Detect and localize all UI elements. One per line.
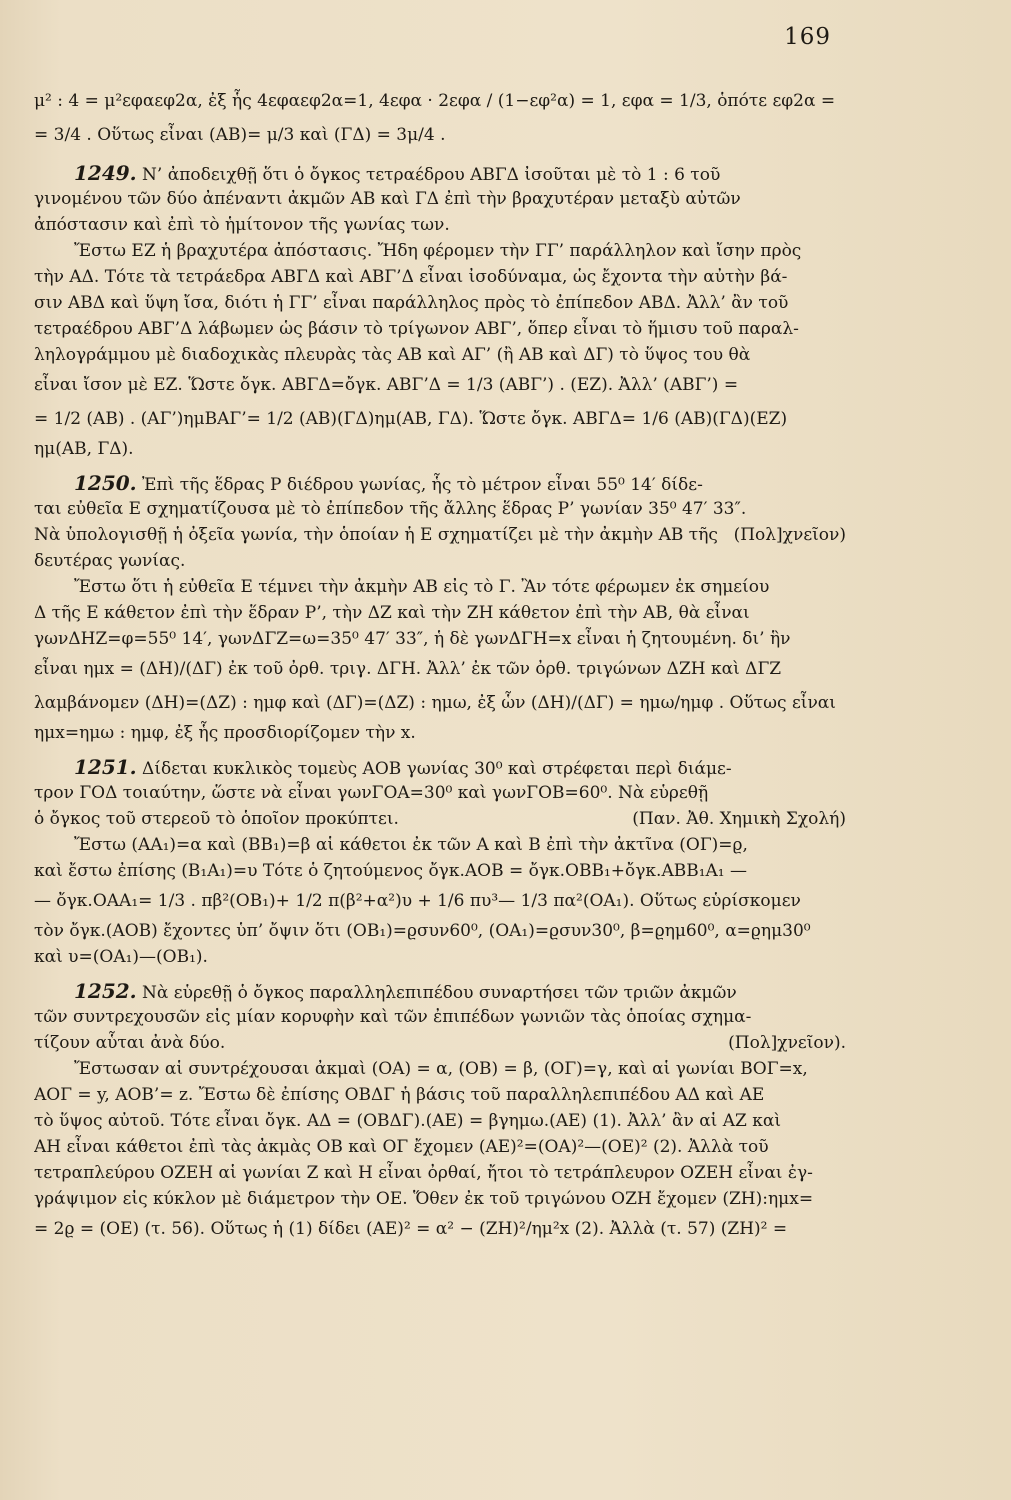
line-text: τῶν συντρεχουσῶν εἰς μίαν κορυφὴν καὶ τῶν ἐπιπέδων γωνιῶν τὰς ὁποίας σχημα-: [34, 1007, 752, 1027]
text-line: [34, 1030, 854, 1056]
problem-number: 1251.: [74, 755, 137, 779]
line-text: Δ τῆς Ε κάθετον ἐπὶ τὴν ἕδραν Ρ’, τὴν ΔΖ καὶ τὴν ΖΗ κάθετον ἐπὶ τὴν ΑΒ, θὰ εἶναι: [34, 603, 750, 623]
line-text: Ἔστω ὅτι ἡ εὐθεῖα Ε τέμνει τὴν ἀκμὴν ΑΒ εἰς τὸ Γ. Ἂν τότε φέρωμεν ἐκ σημείου: [74, 577, 770, 597]
text-line: [34, 1056, 854, 1082]
line-text: — ὄγκ.ΟΑΑ₁= 1/3 . πβ²(ΟΒ₁)+ 1/2 π(β²+α²)υ + 1/6 πυ³— 1/3 πα²(ΟΑ₁). Οὕτως εὑρίσκομεν: [34, 891, 801, 911]
text-line: [34, 548, 854, 574]
page-text: [34, 84, 854, 1246]
line-text: Ἐπὶ τῆς ἕδρας Ρ διέδρου γωνίας, ἧς τὸ μέτρον εἶναι 55⁰ 14′ δίδε-: [136, 475, 703, 495]
source-attribution: (Πολ]χνεῖον).: [728, 1033, 846, 1053]
text-line: [34, 780, 854, 806]
line-text: ημx=ημω : ημφ, ἐξ ἧς προσδιορίζομεν τὴν x.: [34, 723, 416, 743]
line-text: καὶ ἔστω ἐπίσης (Β₁Α₁)=υ Τότε ὁ ζητούμενος ὄγκ.ΑΟΒ = ὄγκ.ΟΒΒ₁+ὄγκ.ΑΒΒ₁Α₁ —: [34, 861, 748, 881]
text-line: [34, 858, 854, 884]
line-text: δευτέρας γωνίας.: [34, 551, 186, 571]
line-text: τρον ΓΟΔ τοιαύτην, ὥστε νὰ εἶναι γωνΓΟΑ=30⁰ καὶ γωνΓΟΒ=60⁰. Νὰ εὑρεθῇ: [34, 783, 709, 803]
text-line: [34, 84, 854, 118]
problem-number: 1250.: [74, 471, 137, 495]
line-text: Ἔστωσαν αἱ συντρέχουσαι ἀκμαὶ (ΟΑ) = α, (ΟΒ) = β, (ΟΓ)=γ, καὶ αἱ γωνίαι ΒΟΓ=x,: [74, 1059, 808, 1079]
line-text: σιν ΑΒΔ καὶ ὕψη ἴσα, διότι ἡ ΓΓ’ εἶναι παράλληλος πρὸς τὸ ἐπίπεδον ΑΒΔ. Ἀλλ’ ἂν τοῦ: [34, 293, 789, 313]
text-line: [34, 1108, 854, 1134]
line-text: ληλογράμμου μὲ διαδοχικὰς πλευρὰς τὰς ΑΒ καὶ ΑΓ’ (ἢ ΑΒ καὶ ΔΓ) τὸ ὕψος του θὰ: [34, 345, 751, 365]
line-text: ΑΟΓ = y, ΑΟΒ’= z. Ἔστω δὲ ἐπίσης ΟΒΔΓ ἡ βάσις τοῦ παραλληλεπιπέδου ΑΔ καὶ ΑΕ: [34, 1085, 765, 1105]
text-line: [34, 652, 854, 686]
line-text: λαμβάνομεν (ΔΗ)=(ΔΖ) : ημφ καὶ (ΔΓ)=(ΔΖ) : ημω, ἐξ ὧν (ΔΗ)/(ΔΓ) = ημω/ημφ . Οὕτως εἶναι: [34, 693, 836, 713]
text-line: [34, 264, 854, 290]
text-line: [34, 1134, 854, 1160]
problem-number: 1252.: [74, 979, 137, 1003]
source-attribution: (Παν. Ἀθ. Χημικὴ Σχολή): [632, 809, 846, 829]
text-line: [34, 944, 854, 970]
line-text: τὴν ΑΔ. Τότε τὰ τετράεδρα ΑΒΓΔ καὶ ΑΒΓ’Δ εἶναι ἰσοδύναμα, ὡς ἔχοντα τὴν αὐτὴν βά-: [34, 267, 788, 287]
line-text: Ἔστω ΕΖ ἡ βραχυτέρα ἀπόστασις. Ἤδη φέρομεν τὴν ΓΓ’ παράλληλον καὶ ἴσην πρὸς: [74, 241, 802, 261]
line-text: ὁ ὄγκος τοῦ στερεοῦ τὸ ὁποῖον προκύπτει.: [34, 809, 399, 829]
text-line: [34, 316, 854, 342]
text-line: [34, 574, 854, 600]
line-text: γινομένου τῶν δύο ἀπέναντι ἀκμῶν ΑΒ καὶ ΓΔ ἐπὶ τὴν βραχυτέραν μεταξὺ αὐτῶν: [34, 189, 741, 209]
text-line: [34, 686, 854, 720]
text-line: [34, 600, 854, 626]
line-text: ται εὐθεῖα Ε σχηματίζουσα μὲ τὸ ἐπίπεδον τῆς ἄλλης ἕδρας Ρ’ γωνίαν 35⁰ 47′ 33″.: [34, 499, 747, 519]
line-text: τετραέδρου ΑΒΓ’Δ λάβωμεν ὡς βάσιν τὸ τρίγωνον ΑΒΓ’, ὅπερ εἶναι τὸ ἥμισυ τοῦ παραλ-: [34, 319, 799, 339]
text-line: [34, 1212, 854, 1246]
text-line: [34, 522, 854, 548]
text-line: [34, 720, 854, 746]
problem-heading-line: [34, 470, 854, 496]
text-line: [34, 806, 854, 832]
problem-heading-line: [34, 160, 854, 186]
text-line: [34, 118, 854, 152]
line-text: ἀπόστασιν καὶ ἐπὶ τὸ ἡμίτονον τῆς γωνίας των.: [34, 215, 450, 235]
text-line: [34, 1004, 854, 1030]
line-text: τὸν ὄγκ.(ΑΟΒ) ἔχοντες ὑπ’ ὄψιν ὅτι (ΟΒ₁)=ϱσυν60⁰, (ΟΑ₁)=ϱσυν30⁰, β=ϱημ60⁰, α=ϱημ30⁰: [34, 921, 811, 941]
line-text: εἶναι ημx = (ΔΗ)/(ΔΓ) ἐκ τοῦ ὀρθ. τριγ. ΔΓΗ. Ἀλλ’ ἐκ τῶν ὀρθ. τριγώνων ΔΖΗ καὶ ΔΓΖ: [34, 659, 782, 679]
page-number: 169: [784, 24, 831, 50]
line-text: τετραπλεύρου ΟΖΕΗ αἱ γωνίαι Ζ καὶ Η εἶναι ὀρθαί, ἤτοι τὸ τετράπλευρον ΟΖΕΗ εἶναι ἐγ-: [34, 1163, 813, 1183]
text-line: [34, 626, 854, 652]
problem-heading-line: [34, 754, 854, 780]
line-text: Νὰ ὑπολογισθῇ ἡ ὀξεῖα γωνία, τὴν ὁποίαν ἡ Ε σχηματίζει μὲ τὴν ἀκμὴν ΑΒ τῆς: [34, 525, 718, 545]
line-text: ημ(ΑΒ, ΓΔ).: [34, 439, 134, 459]
line-text: Δίδεται κυκλικὸς τομεὺς ΑΟΒ γωνίας 30⁰ καὶ στρέφεται περὶ διάμε-: [136, 759, 732, 779]
line-text: τίζουν αὗται ἀνὰ δύο.: [34, 1033, 226, 1053]
text-line: [34, 918, 854, 944]
problem-number: 1249.: [74, 161, 137, 185]
line-text: τὸ ὕψος αὐτοῦ. Τότε εἶναι ὄγκ. ΑΔ = (ΟΒΔΓ).(ΑΕ) = βγημω.(ΑΕ) (1). Ἀλλ’ ἂν αἱ ΑΖ καὶ: [34, 1111, 782, 1131]
line-text: καὶ υ=(ΟΑ₁)—(ΟΒ₁).: [34, 947, 208, 967]
line-text: γράψιμον εἰς κύκλον μὲ διάμετρον τὴν ΟΕ. Ὅθεν ἐκ τοῦ τριγώνου ΟΖΗ ἔχομεν (ΖΗ):ημx=: [34, 1189, 814, 1209]
text-line: [34, 186, 854, 212]
text-line: [34, 290, 854, 316]
line-text: = 1/2 (ΑΒ) . (ΑΓ’)ημΒΑΓ’= 1/2 (ΑΒ)(ΓΔ)ημ(ΑΒ, ΓΔ). Ὥστε ὄγκ. ΑΒΓΔ= 1/6 (ΑΒ)(ΓΔ)(ΕΖ): [34, 409, 788, 429]
line-text: ΑΗ εἶναι κάθετοι ἐπὶ τὰς ἀκμὰς ΟΒ καὶ ΟΓ ἔχομεν (ΑΕ)²=(ΟΑ)²—(ΟΕ)² (2). Ἀλλὰ τοῦ: [34, 1137, 769, 1157]
text-line: [34, 368, 854, 402]
text-line: [34, 212, 854, 238]
line-text: γωνΔΗΖ=φ=55⁰ 14′, γωνΔΓΖ=ω=35⁰ 47′ 33″, ἡ δὲ γωνΔΓΗ=x εἶναι ἡ ζητουμένη. δι’ ἣν: [34, 629, 791, 649]
source-attribution: (Πολ]χνεῖον): [733, 525, 846, 545]
line-text: = 2ϱ = (ΟΕ) (τ. 56). Οὕτως ἡ (1) δίδει (ΑΕ)² = α² − (ΖΗ)²/ημ²x (2). Ἀλλὰ (τ. 57) (ΖΗ)² =: [34, 1219, 788, 1239]
line-text: μ² : 4 = μ²εφαεφ2α, ἐξ ἧς 4εφαεφ2α=1, 4εφα · 2εφα / (1−εφ²α) = 1, εφα = 1/3, ὁπότε εφ2α =: [34, 91, 836, 111]
text-line: [34, 402, 854, 436]
text-line: [34, 238, 854, 264]
text-line: [34, 1082, 854, 1108]
line-text: Νὰ εὑρεθῇ ὁ ὄγκος παραλληλεπιπέδου συναρτήσει τῶν τριῶν ἀκμῶν: [136, 983, 737, 1003]
line-text: εἶναι ἴσον μὲ ΕΖ. Ὥστε ὄγκ. ΑΒΓΔ=ὄγκ. ΑΒΓ’Δ = 1/3 (ΑΒΓ’) . (ΕΖ). Ἀλλ’ (ΑΒΓ’) =: [34, 375, 739, 395]
problem-heading-line: [34, 978, 854, 1004]
text-line: [34, 832, 854, 858]
line-text: Ἔστω (ΑΑ₁)=α καὶ (ΒΒ₁)=β αἱ κάθετοι ἐκ τῶν Α καὶ Β ἐπὶ τὴν ἀκτῖνα (ΟΓ)=ϱ,: [74, 835, 748, 855]
text-line: [34, 1160, 854, 1186]
text-line: [34, 342, 854, 368]
text-line: [34, 1186, 854, 1212]
text-line: [34, 884, 854, 918]
line-text: Ν’ ἀποδειχθῇ ὅτι ὁ ὄγκος τετραέδρου ΑΒΓΔ ἰσοῦται μὲ τὸ 1 : 6 τοῦ: [136, 165, 721, 185]
text-line: [34, 436, 854, 462]
text-line: [34, 496, 854, 522]
line-text: = 3/4 . Οὕτως εἶναι (ΑΒ)= μ/3 καὶ (ΓΔ) = 3μ/4 .: [34, 125, 446, 145]
